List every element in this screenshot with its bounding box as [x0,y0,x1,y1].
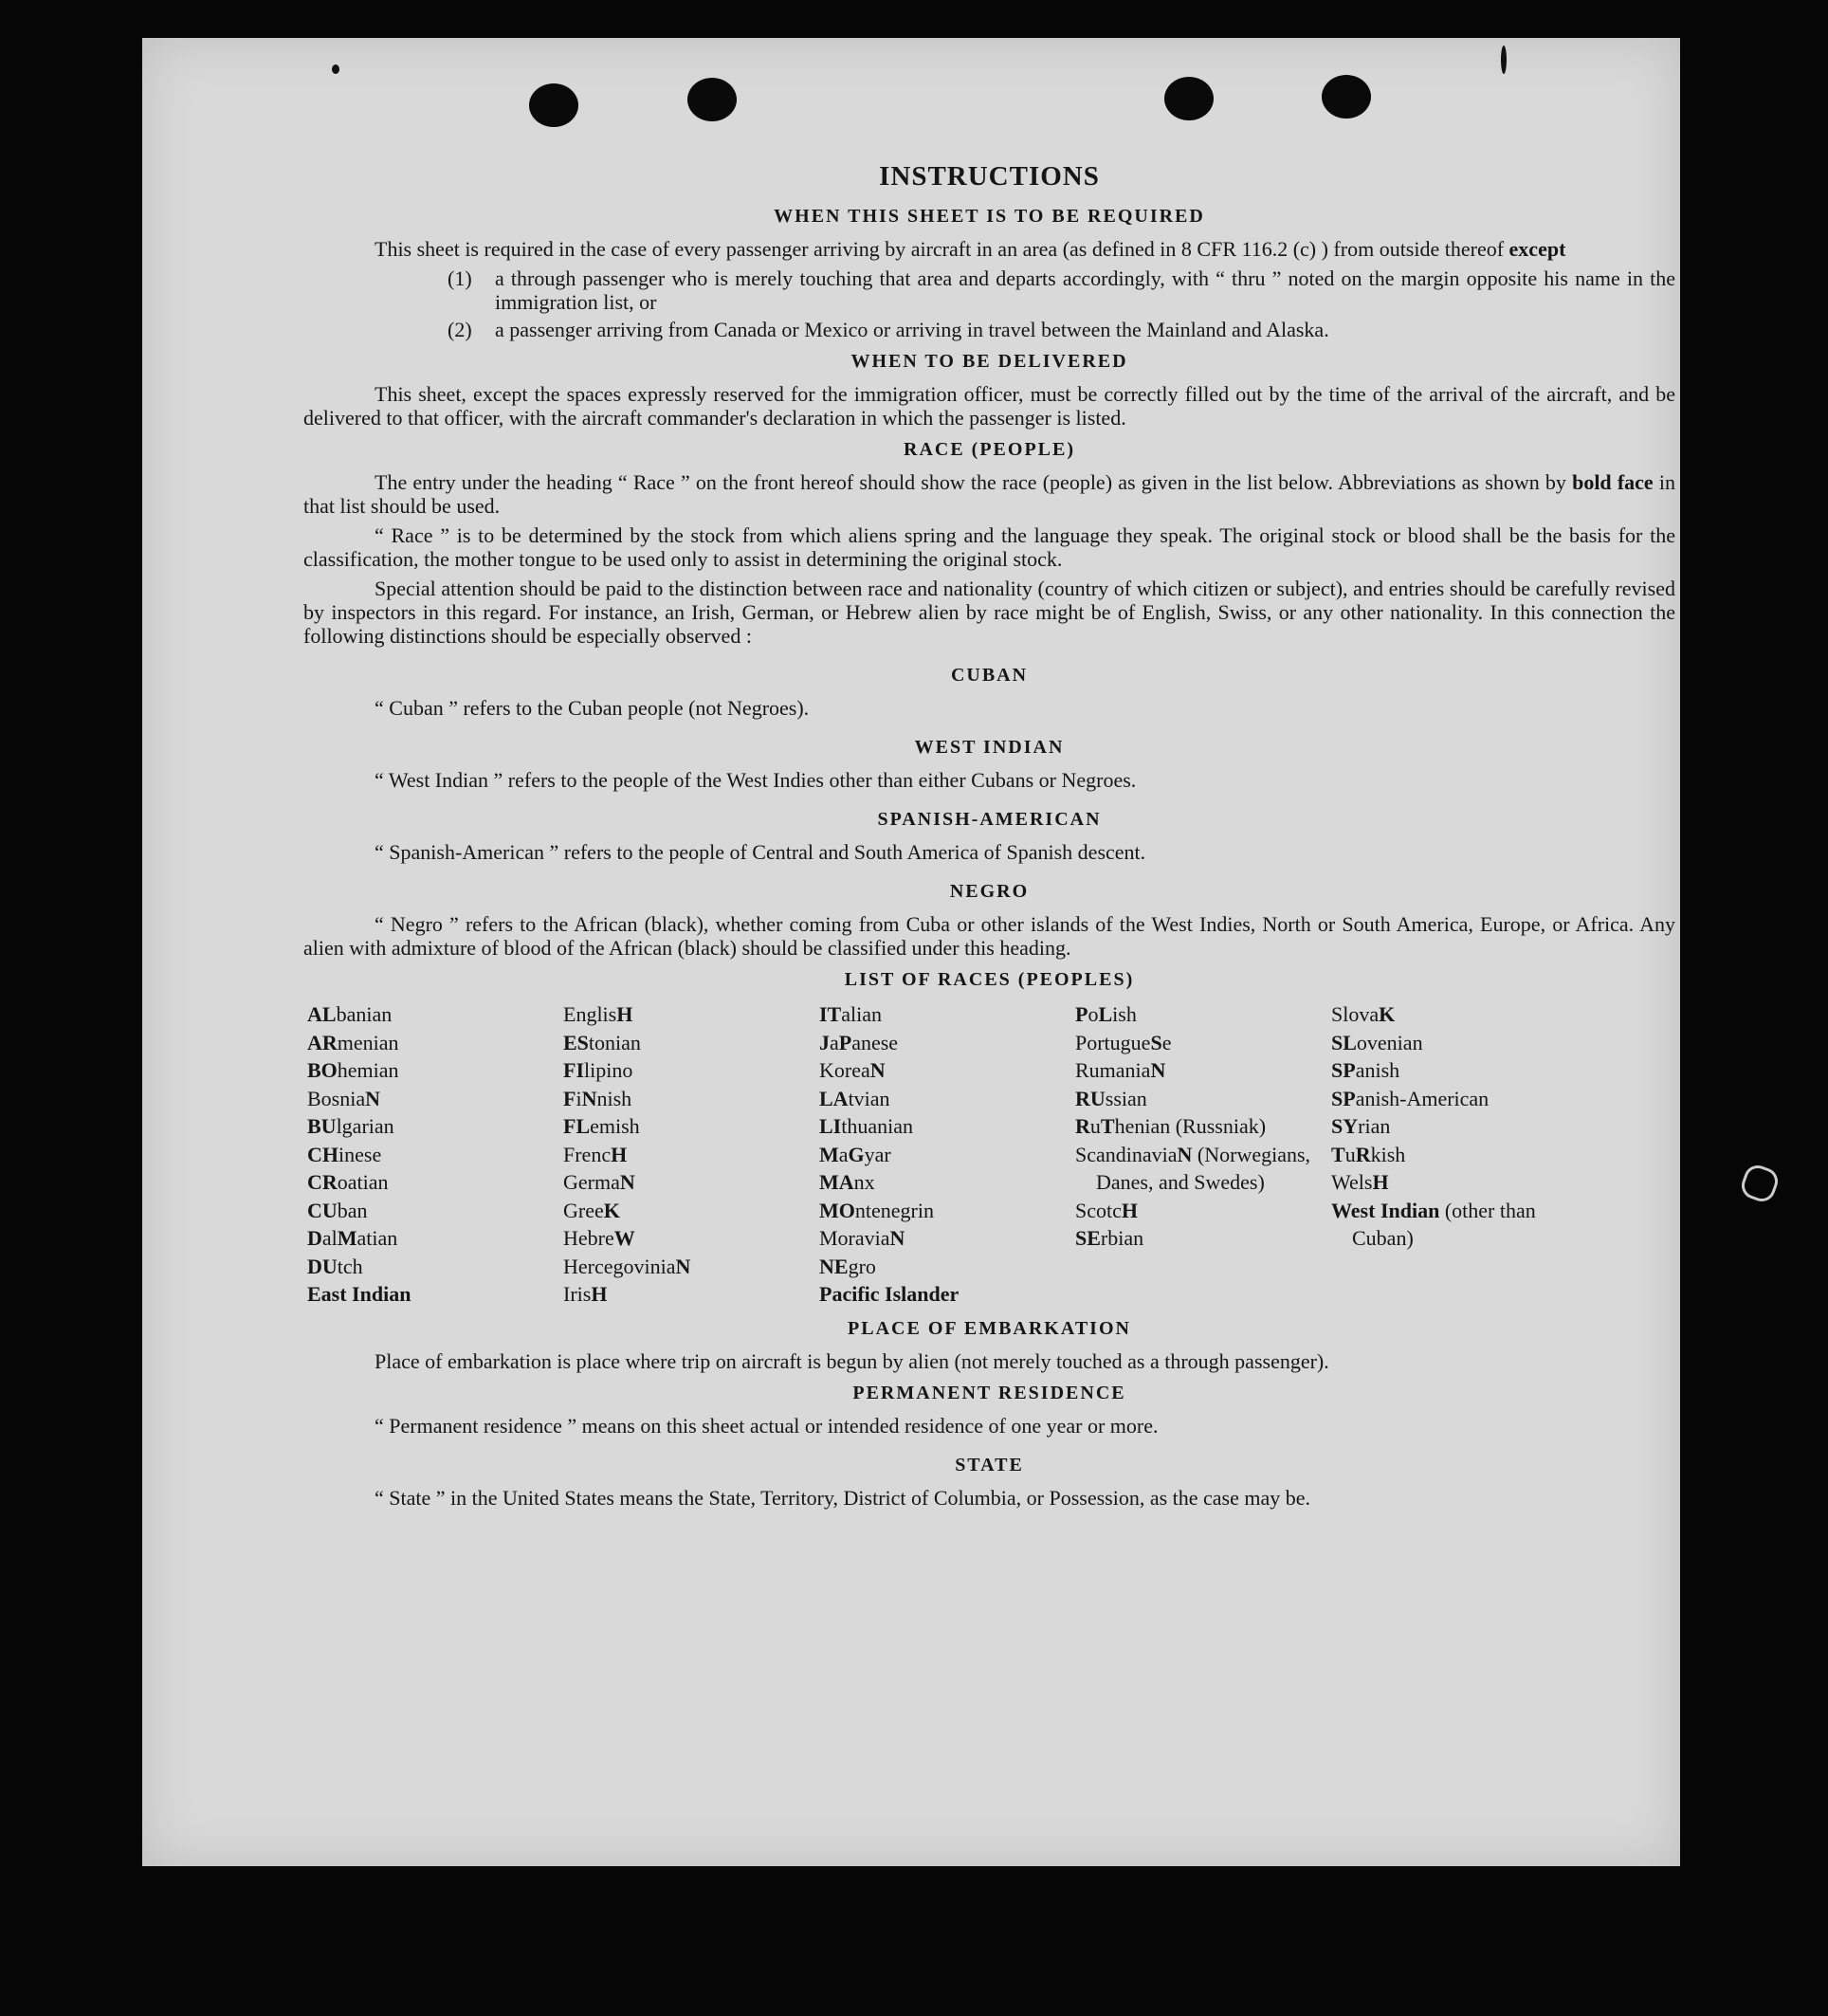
list-item: (2) a passenger arriving from Canada or Mexico or arriving in travel between the Mainland and Alaska. [448,318,1329,341]
heading-cuban: CUBAN [950,665,1029,686]
document-page [142,38,1680,1866]
race-entry: SlovaK [1331,1002,1396,1026]
race-entry: JaPanese [819,1030,899,1054]
race-entry: RuThenian (Russniak) [1075,1114,1267,1138]
race-entry: DalMatian [307,1226,398,1250]
races-column [563,1000,819,1309]
race-entry: SPanish-American [1331,1086,1490,1110]
punch-hole [1322,75,1371,119]
races-column [307,1000,563,1309]
page-title: INSTRUCTIONS [879,161,1100,192]
race-entry: MAnx [819,1170,875,1194]
race-entry: LAtvian [819,1086,890,1110]
race-entry: EStonian [563,1030,641,1054]
race-entry: DUtch [307,1254,363,1278]
race-entry: ITalian [819,1002,883,1026]
heading-list-of-races: LIST OF RACES (PEOPLES) [844,969,1135,990]
race-entry: ScandinaviaN (Norwegians, Danes, and Swedes) [1075,1142,1311,1194]
race-entry: BUlgarian [307,1114,394,1138]
race-entry: ALbanian [307,1002,393,1026]
race-entry: ScotcH [1075,1198,1139,1222]
race-entry: NEgro [819,1254,876,1278]
race-entry: TuRkish [1331,1142,1406,1166]
punch-hole [529,83,578,127]
race-entry: West Indian (other than Cuban) [1331,1198,1536,1250]
race-entry: PoLish [1075,1002,1137,1026]
race-entry: FLemish [563,1114,640,1138]
race-entry: MOntenegrin [819,1198,934,1222]
race-entry: FIlipino [563,1058,633,1082]
race-entry: RUssian [1075,1086,1147,1110]
race-entry: SPanish [1331,1058,1400,1082]
race-entry: HercegoviniaN [563,1254,691,1278]
race-entry: RumaniaN [1075,1058,1166,1082]
paragraph-spanish-american: “ Spanish-American ” refers to the people of Central and South America of Spanish descent. [375,840,1146,864]
races-list [307,1000,1675,1309]
punch-hole [687,78,737,121]
race-entry: FrencH [563,1142,628,1166]
race-entry: East Indian [307,1282,411,1306]
races-column [1331,1000,1587,1309]
race-entry: Pacific Islander [819,1282,960,1306]
ink-speck [332,64,339,74]
race-entry: WelsH [1331,1170,1389,1194]
scan-artifact [1738,1162,1782,1205]
race-entry: BOhemian [307,1058,399,1082]
paragraph-race-3: Special attention should be paid to the distinction between race and nationality (country of which citizen or subject), and entries should be carefully revised by inspectors in this regard. For instance, an Irish, German, or Hebrew alien by race might be of English, Swiss, or any other nationality. In this connection the following distinctions should be especially observed : [303,577,1675,648]
heading-negro: NEGRO [949,881,1030,902]
race-entry: SYrian [1331,1114,1391,1138]
list-item: (1) a through passenger who is merely touching that area and departs accordingly, with “ thru ” noted on the margin opposite his name in the immigration list, or [448,266,1675,314]
race-entry: FiNnish [563,1086,632,1110]
race-entry: HebreW [563,1226,635,1250]
races-column [1075,1000,1331,1309]
heading-delivered: WHEN TO BE DELIVERED [850,351,1128,372]
race-entry: CHinese [307,1142,382,1166]
race-entry: MaGyar [819,1142,891,1166]
race-entry: SLovenian [1331,1030,1423,1054]
paragraph-west-indian: “ West Indian ” refers to the people of the West Indies other than either Cubans or Negroes. [375,768,1137,792]
race-entry: IrisH [563,1282,608,1306]
paragraph-race-2: “ Race ” is to be determined by the stock from which aliens spring and the language they speak. The original stock or blood shall be the basis for the classification, the mother tongue to be used only to assist in determining the original stock. [303,523,1675,571]
paragraph-embarkation: Place of embarkation is place where trip on aircraft is begun by alien (not merely touched as a through passenger). [375,1348,1329,1373]
race-entry: PortugueSe [1075,1030,1172,1054]
race-entry: CUban [307,1198,368,1222]
heading-west-indian: WEST INDIAN [914,737,1065,758]
punch-hole [1164,77,1214,120]
paragraph-state: “ State ” in the United States means the State, Territory, District of Columbia, or Possession, as the case may be. [375,1485,1311,1510]
race-entry: GreeK [563,1198,620,1222]
heading-permanent-residence: PERMANENT RESIDENCE [852,1382,1126,1403]
race-entry: LIthuanian [819,1114,914,1138]
heading-state: STATE [955,1454,1024,1475]
race-entry: BosniaN [307,1086,381,1110]
races-column [819,1000,1075,1309]
instructions-text [303,161,1675,1515]
race-entry: EnglisH [563,1002,633,1026]
ink-speck [1501,46,1507,74]
race-entry: CRoatian [307,1170,389,1194]
paragraph-required: This sheet is required in the case of every passenger arriving by aircraft in an area (as defined in 8 CFR 116.2 (c) ) from outside thereof except [375,237,1566,261]
paragraph-cuban: “ Cuban ” refers to the Cuban people (not Negroes). [375,696,810,720]
race-entry: MoraviaN [819,1226,905,1250]
paragraph-race-1: The entry under the heading “ Race ” on the front hereof should show the race (people) as given in the list below. Abbreviations as shown by bold face in that list should be used. [303,470,1675,518]
heading-embarkation: PLACE OF EMBARKATION [848,1317,1131,1339]
heading-spanish-american: SPANISH-AMERICAN [877,809,1102,830]
paragraph-permanent-residence: “ Permanent residence ” means on this sheet actual or intended residence of one year or more. [375,1413,1159,1438]
heading-race: RACE (PEOPLE) [904,439,1075,460]
paragraph-negro: “ Negro ” refers to the African (black), whether coming from Cuba or other islands of the West Indies, North or South America, Europe, or Africa. Any alien with admixture of blood of the African (black) should be classified under this heading. [303,912,1675,960]
race-entry: SErbian [1075,1226,1144,1250]
heading-required: WHEN THIS SHEET IS TO BE REQUIRED [774,206,1205,227]
race-entry: KoreaN [819,1058,886,1082]
paragraph-delivered: This sheet, except the spaces expressly reserved for the immigration officer, must be correctly filled out by the time of the arrival of the aircraft, and be delivered to that officer, with the aircraft commander's declaration in which the passenger is listed. [303,382,1675,430]
race-entry: ARmenian [307,1030,399,1054]
race-entry: GermaN [563,1170,635,1194]
